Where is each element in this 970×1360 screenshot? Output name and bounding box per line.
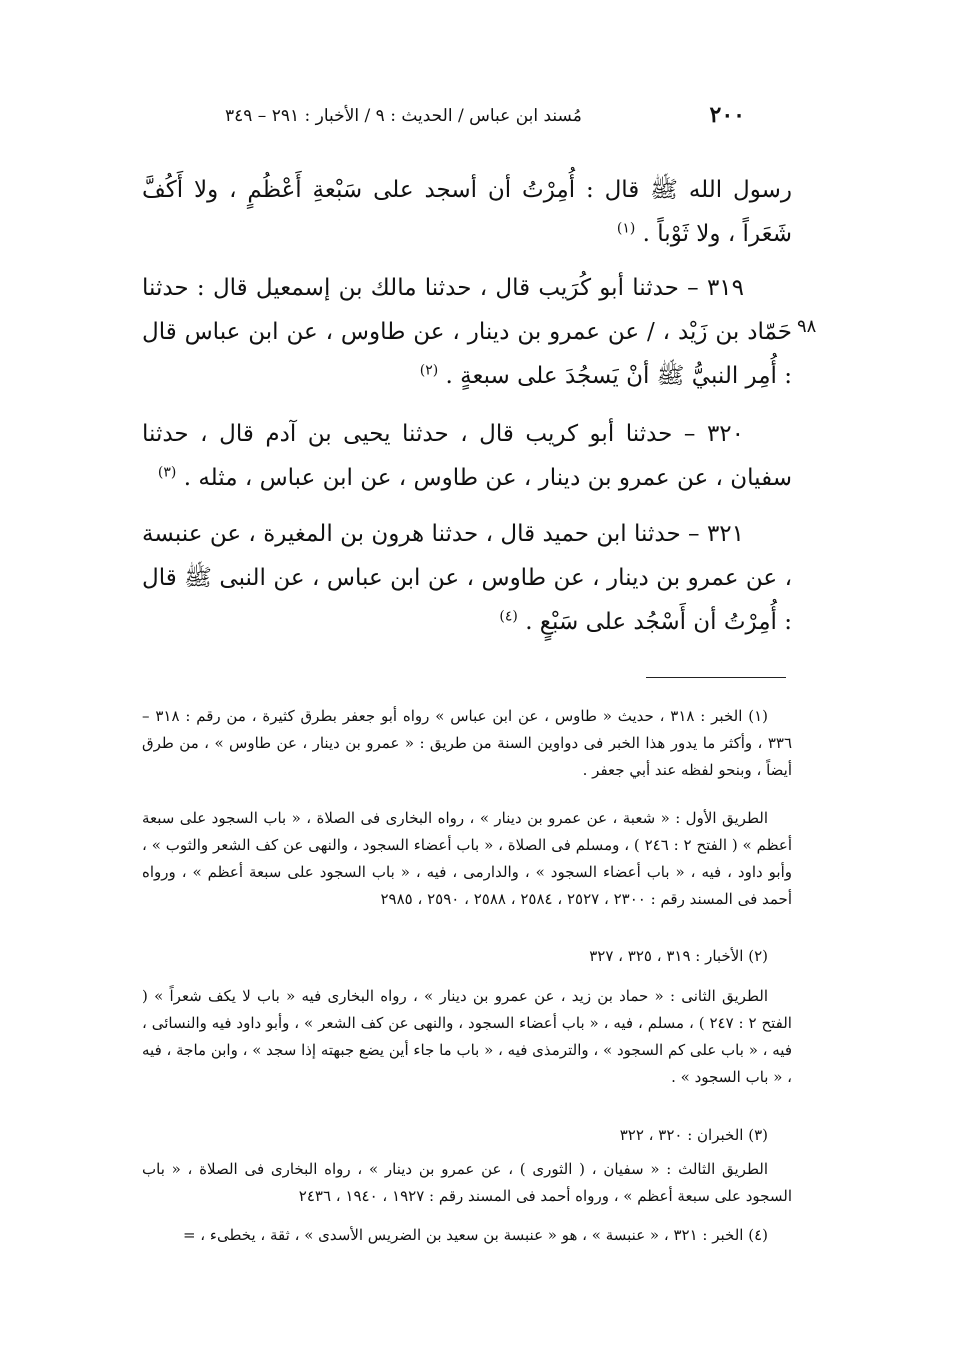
page-header bbox=[225, 100, 745, 140]
paragraph-text: رسول الله ﷺ قال : أُمِرْتُ أن أسجد على سَبْعةِ أَعْظُمٍ ، ولا أَكُفَّ شَعَراً ، ولا ثَوْباً . bbox=[142, 177, 792, 247]
running-title: مُسند ابن عباس / الحديث : ٩ / الأخبار : ٢٩١ – ٣٤٩ bbox=[225, 106, 582, 126]
hadith-320 bbox=[142, 412, 792, 500]
footnote-reference: (٣) bbox=[157, 464, 177, 481]
footnote-reference: (٤) bbox=[499, 608, 518, 625]
page-number: ٢٠٠ bbox=[709, 102, 745, 128]
footnote-3 bbox=[142, 1122, 792, 1149]
footnote-2-path-2 bbox=[142, 983, 792, 1091]
footnote-3-path-3 bbox=[142, 1156, 792, 1210]
footnote-2 bbox=[142, 943, 792, 970]
footnote-divider bbox=[646, 677, 786, 678]
paragraph-text: ٣٢١ – حدثنا ابن حميد قال ، حدثنا هرون بن المغيرة ، عن عنبسة ، عن عمرو بن دينار ، عن طاوس ، عن ابن عباس ، عن النبى ﷺ قال : أُمِرْتُ أن أَسْجُد على سَبْعٍ . bbox=[142, 521, 792, 635]
hadith-text-continued bbox=[142, 168, 792, 256]
footnote-text: (٣) الخبران : ٣٢٠ ، ٣٢٢ bbox=[619, 1126, 768, 1144]
footnote-1 bbox=[142, 703, 792, 784]
footnote-1-path-1 bbox=[142, 805, 792, 913]
footnote-reference: (١) bbox=[616, 220, 636, 237]
footnote-text: (٢) الأخبار : ٣١٩ ، ٣٢٥ ، ٣٢٧ bbox=[589, 947, 768, 965]
footnote-reference: (٢) bbox=[419, 362, 439, 379]
hadith-319 bbox=[142, 266, 792, 398]
footnote-text: (١) الخبر : ٣١٨ ، حديث « طاوس ، عن ابن عباس » رواه أبو جعفر بطرق كثيرة ، من رقم : ٣١٨ – ٣٣٦ ، وأكثر ما يدور هذا الخبر فى دواوين السنة من طريق : « عمرو بن دينار ، عن طاوس » ، من طرق أيضاً ، وبنحو لفظه عند أبي جعفر . bbox=[142, 707, 792, 779]
hadith-321 bbox=[142, 512, 792, 644]
margin-page-reference: ٩٨ bbox=[797, 316, 817, 337]
footnote-text: الطريق الأول : « شعبة ، عن عمرو بن دينار » ، رواه البخارى فى الصلاة ، « باب السجود على سبعة أعظم » ( الفتح ٢ : ٢٤٦ ) ، ومسلم فى الصلاة ، « باب أعضاء السجود ، والنهى عن كف الشعر والثوب » ، وأبو داود ، فيه ، « باب أعضاء السجود » ، والدارمى ، فيه ، « باب السجود على سبعة أعظم » ، ورواه أحمد فى المسند رقم : ٢٣٠٠ ، ٢٥٢٧ ، ٢٥٨٤ ، ٢٥٨٨ ، ٢٥٩٠ ، ٢٩٨٥ bbox=[142, 809, 792, 908]
footnote-text: (٤) الخبر : ٣٢١ ، « عنبسة » ، هو « عنبسة بن سعيد بن الضريس الأسدى » ، ثقة ، يخطىء ، = bbox=[182, 1226, 768, 1244]
footnote-4 bbox=[142, 1222, 792, 1249]
footnote-text: الطريق الثانى : « حماد بن زيد ، عن عمرو بن دينار » ، رواه البخارى فيه « باب لا يكف شعراً » ( الفتح ٢ : ٢٤٧ ) ، مسلم ، فيه ، « باب أعضاء السجود ، والنهى عن كف الشعر » ، وأبو داود فيه والنسائى ، فيه ، « باب على كم السجود » ، والترمذى فيه ، « باب ما جاء أين يضع جبهته إذا سجد » ، وابن ماجة ، فيه ، « باب السجود » . bbox=[142, 987, 792, 1086]
paragraph-text: ٣٢٠ – حدثنا أبو كريب قال ، حدثنا يحيى بن آدم قال ، حدثنا سفيان ، عن عمرو بن دينار ، عن طاوس ، عن ابن عباس ، مثله . bbox=[142, 421, 792, 491]
paragraph-text: ٣١٩ – حدثنا أبو كُرَيب قال ، حدثنا مالك بن إسمعيل قال : حدثنا حَمّاد بن زَيْد ، / عن عمرو بن دينار ، عن طاوس ، عن ابن عباس قال : أُمِر النبيُّ ﷺ أنْ يَسجُدَ على سبعةٍ . bbox=[142, 275, 792, 389]
footnote-text: الطريق الثالث : « سفيان ، ( الثورى ) ، عن عمرو بن دينار » ، رواه البخارى فى الصلاة ، « باب السجود على سبعة أعظم » ، ورواه أحمد فى المسند رقم : ١٩٢٧ ، ١٩٤٠ ، ٢٤٣٦ bbox=[142, 1160, 792, 1205]
